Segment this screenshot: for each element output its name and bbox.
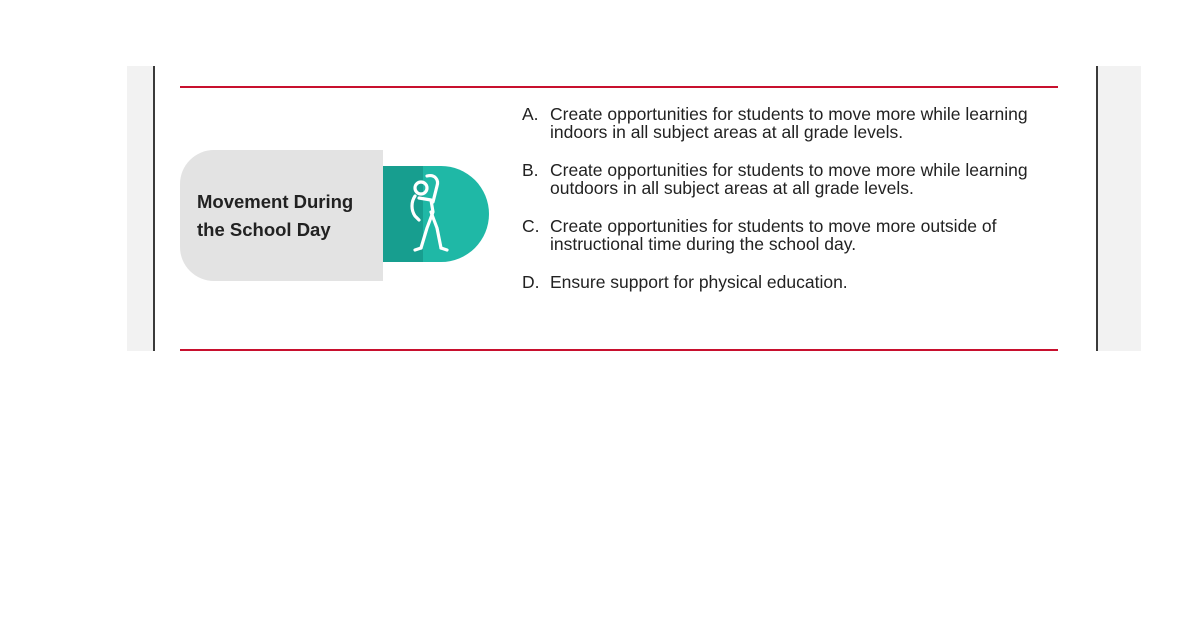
- section-icon-badge: [383, 166, 489, 262]
- list-item: [522, 217, 1082, 253]
- list-item: [522, 105, 1082, 141]
- item-letter: B.: [522, 160, 539, 180]
- person-stretching-icon: [397, 172, 467, 256]
- item-letter: D.: [522, 272, 540, 292]
- bottom-divider: [180, 349, 1058, 351]
- item-text: Create opportunities for students to move more outside of instructional time during the school day.: [550, 216, 997, 254]
- item-text: Create opportunities for students to move more while learning outdoors in all subject areas at all grade levels.: [550, 160, 1028, 198]
- item-letter: A.: [522, 104, 539, 124]
- top-divider: [180, 86, 1058, 88]
- item-text: Ensure support for physical education.: [550, 272, 848, 292]
- list-item: [522, 161, 1082, 197]
- item-letter: C.: [522, 216, 540, 236]
- section-title: Movement During the School Day: [197, 190, 354, 240]
- item-text: Create opportunities for students to move more while learning indoors in all subject areas at all grade levels.: [550, 104, 1028, 142]
- strategy-list: [522, 105, 1082, 311]
- list-item: [522, 273, 1082, 291]
- section-label: [180, 150, 383, 281]
